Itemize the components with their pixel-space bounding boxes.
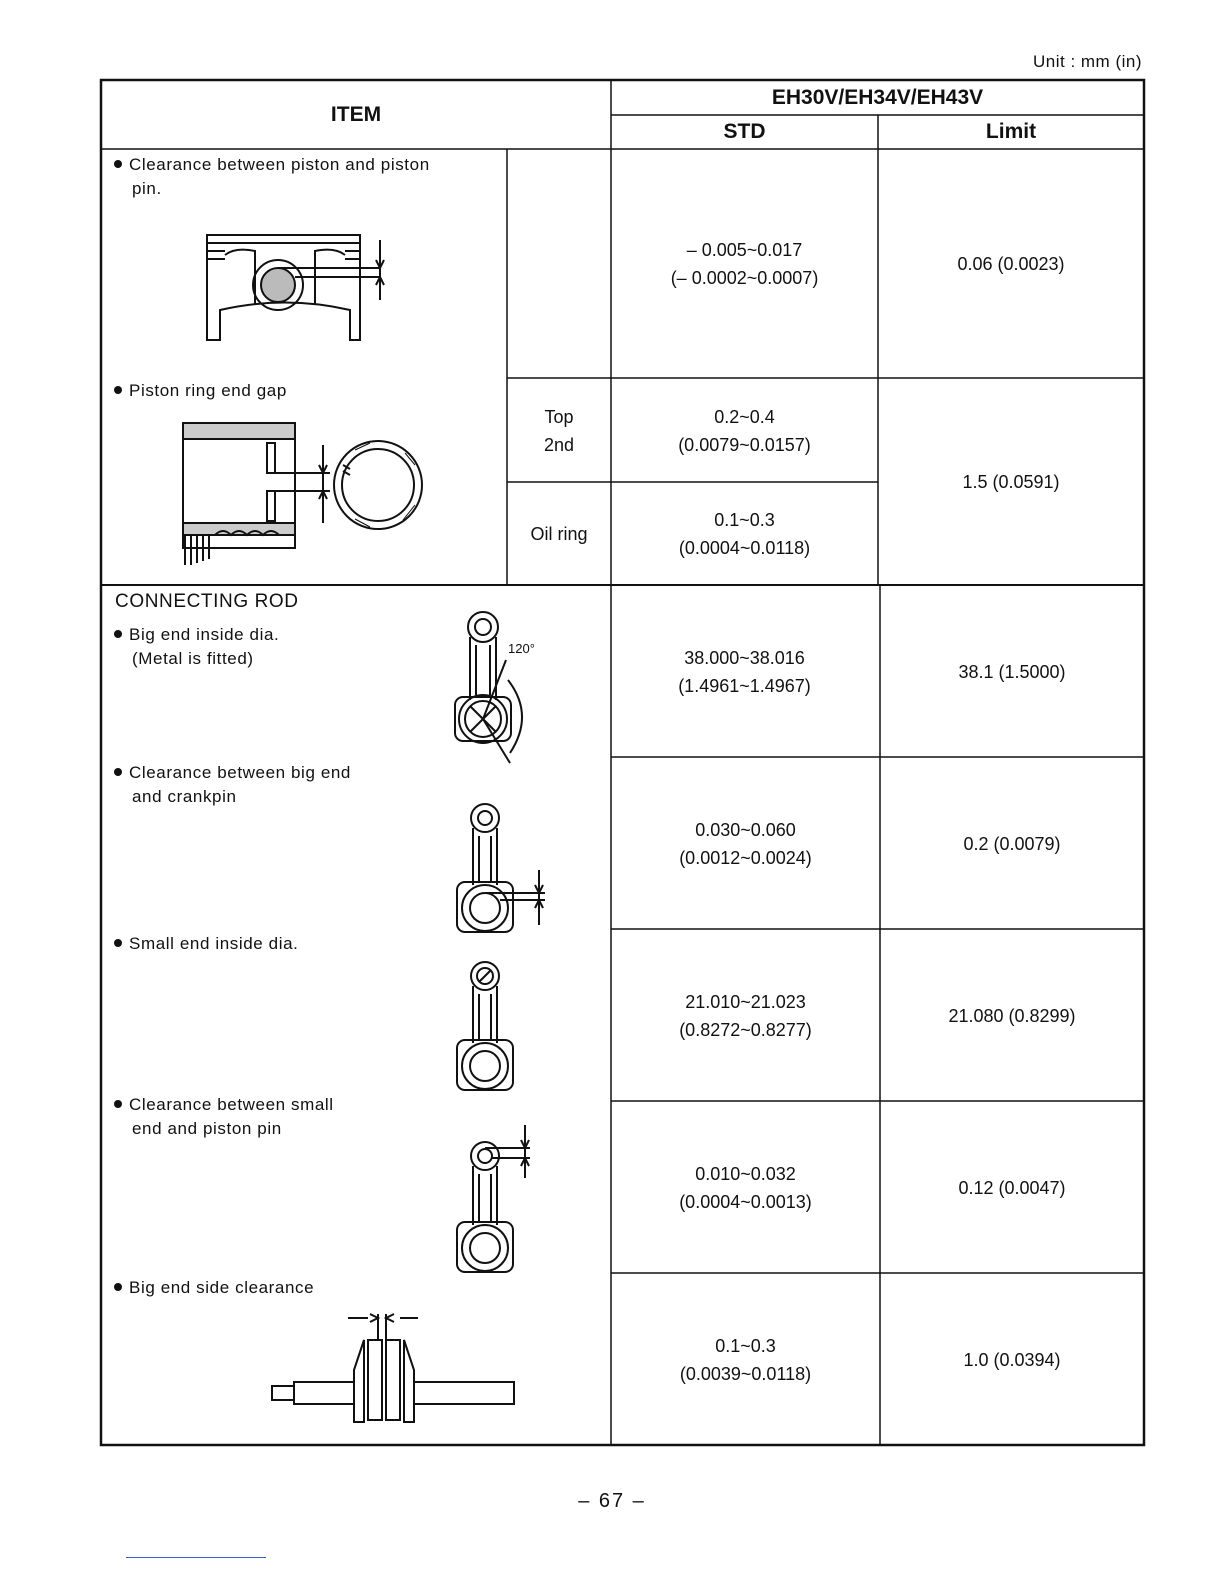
std-value: 0.1~0.3	[714, 510, 775, 530]
header-model: EH30V/EH34V/EH43V	[771, 86, 984, 109]
bullet-icon	[114, 1100, 122, 1108]
con-rod-big-end-diagram-icon	[440, 605, 560, 770]
bullet-icon	[114, 768, 122, 776]
item-small-end-clearance	[114, 1093, 334, 1141]
ring-sub-top	[507, 403, 611, 459]
std-ring-oil	[611, 506, 878, 562]
item-label-cont: (Metal is fitted)	[132, 649, 254, 668]
std-value-in: (0.0012~0.0024)	[679, 848, 812, 868]
header-item: ITEM	[330, 103, 382, 126]
std-value: – 0.005~0.017	[686, 240, 803, 260]
std-big-end	[611, 644, 878, 700]
bullet-icon	[114, 386, 122, 394]
header-limit: Limit	[985, 120, 1037, 143]
limit-small-end: 21.080 (0.8299)	[948, 1006, 1076, 1026]
item-label: Clearance between piston and piston	[129, 155, 430, 174]
limit-big-end: 38.1 (1.5000)	[958, 662, 1066, 682]
footer-rule	[126, 1557, 266, 1558]
ring-label-top: Top	[544, 407, 574, 427]
item-label-cont: and crankpin	[132, 787, 237, 806]
limit-small-end-clearance: 0.12 (0.0047)	[958, 1178, 1066, 1198]
item-big-end-inside-dia	[114, 623, 279, 671]
limit-piston-pin: 0.06 (0.0023)	[957, 254, 1065, 274]
item-label: Small end inside dia.	[129, 934, 299, 953]
page-number: – 67 –	[578, 1490, 646, 1512]
item-piston-pin-clearance	[114, 153, 430, 201]
item-label: Big end side clearance	[129, 1278, 315, 1297]
item-big-end-clearance	[114, 761, 351, 809]
bullet-icon	[114, 939, 122, 947]
con-rod-crankpin-diagram-icon	[445, 800, 555, 940]
item-label: Clearance between big end	[129, 763, 351, 782]
item-label: Big end inside dia.	[129, 625, 280, 644]
std-piston-pin	[611, 236, 878, 292]
bullet-icon	[114, 630, 122, 638]
con-rod-small-end-diagram-icon	[445, 958, 525, 1098]
item-label: Piston ring end gap	[129, 381, 287, 400]
std-value-in: (0.0004~0.0013)	[679, 1192, 812, 1212]
std-value-in: (– 0.0002~0.0007)	[670, 268, 819, 288]
std-value-in: (0.8272~0.8277)	[679, 1020, 812, 1040]
ring-sub-oil: Oil ring	[530, 524, 588, 544]
std-small-end	[611, 988, 880, 1044]
item-ring-end-gap	[114, 379, 287, 403]
std-value-in: (1.4961~1.4967)	[678, 676, 811, 696]
std-value: 0.2~0.4	[714, 407, 775, 427]
std-small-end-clearance	[611, 1160, 880, 1216]
std-value: 0.030~0.060	[695, 820, 796, 840]
limit-ring-gap: 1.5 (0.0591)	[962, 472, 1060, 492]
std-value: 21.010~21.023	[685, 992, 806, 1012]
std-big-end-clearance	[611, 816, 880, 872]
std-value-in: (0.0039~0.0118)	[679, 1364, 812, 1384]
angle-label: 120°	[508, 641, 535, 656]
limit-big-end-clearance: 0.2 (0.0079)	[963, 834, 1061, 854]
section-title-connecting-rod: CONNECTING ROD	[115, 591, 299, 612]
item-big-end-side-clearance	[114, 1276, 314, 1300]
crankshaft-side-clearance-diagram-icon	[268, 1310, 520, 1435]
std-ring-top	[611, 403, 878, 459]
item-small-end-inside-dia	[114, 932, 298, 956]
piston-pin-diagram-icon	[195, 225, 395, 350]
bullet-icon	[114, 1283, 122, 1291]
std-value: 38.000~38.016	[684, 648, 805, 668]
bullet-icon	[114, 160, 122, 168]
item-label-cont: end and piston pin	[132, 1119, 282, 1138]
header-std: STD	[723, 120, 766, 143]
std-side-clearance	[611, 1332, 880, 1388]
std-value-in: (0.0004~0.0118)	[678, 538, 811, 558]
piston-ring-diagram-icon	[175, 415, 430, 570]
std-value-in: (0.0079~0.0157)	[678, 435, 811, 455]
con-rod-small-end-clearance-diagram-icon	[445, 1120, 545, 1280]
std-value: 0.1~0.3	[715, 1336, 776, 1356]
limit-side-clearance: 1.0 (0.0394)	[963, 1350, 1061, 1370]
unit-label: Unit : mm (in)	[1033, 52, 1142, 71]
item-label: Clearance between small	[129, 1095, 334, 1114]
item-label-cont: pin.	[132, 179, 162, 198]
std-value: 0.010~0.032	[695, 1164, 796, 1184]
ring-label-2nd: 2nd	[543, 435, 575, 455]
